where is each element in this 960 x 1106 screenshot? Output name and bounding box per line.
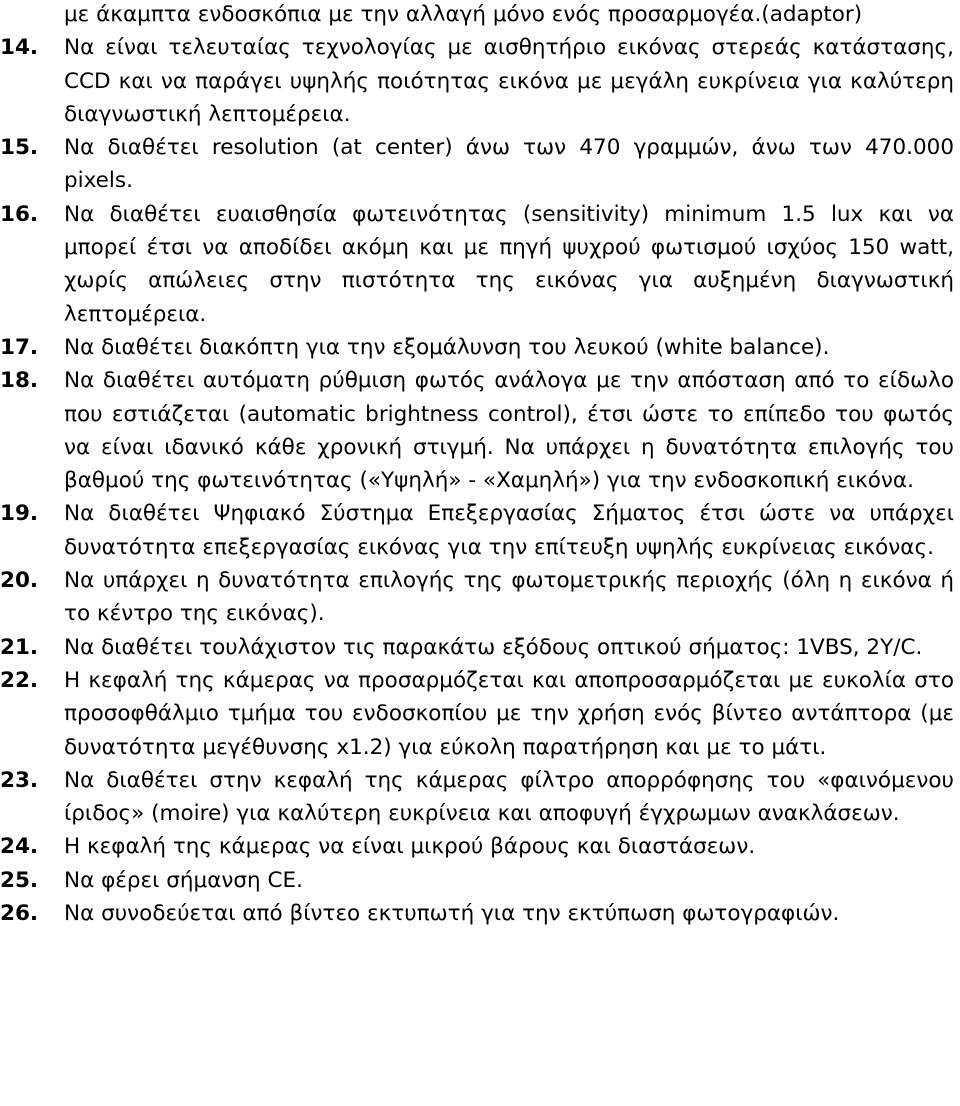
list-item-continued bbox=[0, 0, 954, 31]
list-item-22 bbox=[0, 664, 954, 764]
list-item-number: 16. bbox=[0, 201, 39, 227]
list-item-text: Να υπάρχει η δυνατότητα επιλογής της φωτομετρικής περιοχής (όλη η εικόνα ή το κέντρο της εικόνας). bbox=[64, 568, 954, 627]
list-item-text: Να διαθέτει διακόπτη για την εξομάλυνση του λευκού (white balance). bbox=[64, 334, 830, 360]
list-item-18 bbox=[0, 364, 954, 497]
list-item-text: Να είναι τελευταίας τεχνολογίας με αισθητήριο εικόνας στερεάς κατάστασης, CCD και να παράγει υψηλής ποιότητας εικόνα με μεγάλη ευκρίνεια για καλύτερη διαγνωστική λεπτομέρεια. bbox=[64, 35, 954, 127]
list-item-text: Να διαθέτει τουλάχιστον τις παρακάτω εξόδους οπτικού σήματος: 1VBS, 2Y/C. bbox=[64, 634, 923, 660]
list-item-number: 17. bbox=[0, 334, 39, 360]
list-item-19 bbox=[0, 497, 954, 564]
list-item-number: 25. bbox=[0, 867, 39, 893]
list-item-text: με άκαμπτα ενδοσκόπια με την αλλαγή μόνο ενός προσαρμογέα.(adaptor) bbox=[64, 2, 863, 27]
list-item-number: 18. bbox=[0, 368, 39, 394]
list-item-14 bbox=[0, 31, 954, 131]
list-item-text: Να διαθέτει Ψηφιακό Σύστημα Επεξεργασίας Σήματος έτσι ώστε να υπάρχει δυνατότητα επεξεργασίας εικόνας για την επίτευξη υψηλής ευκρίνειας εικόνας. bbox=[64, 501, 954, 560]
list-item-24 bbox=[0, 830, 954, 863]
list-item-21 bbox=[0, 631, 954, 664]
list-item-number: 26. bbox=[0, 901, 39, 927]
list-item-number: 23. bbox=[0, 767, 39, 793]
list-item-17 bbox=[0, 331, 954, 364]
list-item-text: Να διαθέτει στην κεφαλή της κάμερας φίλτρο απορρόφησης του «φαινόμενου ίριδος» (moire) για καλύτερη ευκρίνεια και αποφυγή έγχρωμων ανακλάσεων. bbox=[64, 767, 954, 827]
list-item-number: 14. bbox=[0, 35, 39, 61]
list-item-text: Να συνοδεύεται από βίντεο εκτυπωτή για την εκτύπωση φωτογραφιών. bbox=[64, 901, 840, 927]
list-item-text: Να διαθέτει αυτόματη ρύθμιση φωτός ανάλογα με την απόσταση από το είδωλο που εστιάζεται (automatic brightness control), έτσι ώστε το επίπεδο του φωτός να είναι ιδανικό κάθε χρονική στιγμή. Να υπάρχει η δυνατότητα επιλογής του βαθμού της φωτεινότητας («Υψηλή» - «Χαμηλή») για την ενδοσκοπική εικόνα. bbox=[64, 368, 954, 494]
list-item-number: 24. bbox=[0, 834, 39, 860]
list-item-23 bbox=[0, 764, 954, 831]
list-item-number: 21. bbox=[0, 634, 39, 660]
list-item-text: Η κεφαλή της κάμερας να προσαρμόζεται και αποπροσαρμόζεται με ευκολία στο προσοφθάλμιο τμήμα του ενδοσκοπίου με την χρήση ενός βίντεο αντάπτορα (με δυνατότητα μεγέθυνσης x1.2) για εύκολη παρατήρηση και με το μάτι. bbox=[64, 667, 954, 760]
list-item-16 bbox=[0, 198, 954, 331]
list-item-text: Να διαθέτει resolution (at center) άνω των 470 γραμμών, άνω των 470.000 pixels. bbox=[64, 135, 954, 194]
list-item-25 bbox=[0, 864, 954, 897]
list-item-number: 15. bbox=[0, 135, 39, 161]
list-item-15 bbox=[0, 131, 954, 198]
list-item-20 bbox=[0, 564, 954, 631]
list-item-number: 22. bbox=[0, 667, 39, 693]
list-item-26 bbox=[0, 897, 954, 930]
list-item-number: 20. bbox=[0, 568, 39, 594]
list-item-number: 19. bbox=[0, 501, 39, 527]
list-item-text: Να φέρει σήμανση CE. bbox=[64, 867, 303, 893]
list-item-text: Η κεφαλή της κάμερας να είναι μικρού βάρους και διαστάσεων. bbox=[64, 834, 756, 860]
list-item-text: Να διαθέτει ευαισθησία φωτεινότητας (sensitivity) minimum 1.5 lux και να μπορεί έτσι να αποδίδει ακόμη και με πηγή ψυχρού φωτισμού ισχύος 150 watt, χωρίς απώλειες στην πιστότητα της εικόνας για αυξημένη διαγνωστική λεπτομέρεια. bbox=[64, 201, 954, 327]
